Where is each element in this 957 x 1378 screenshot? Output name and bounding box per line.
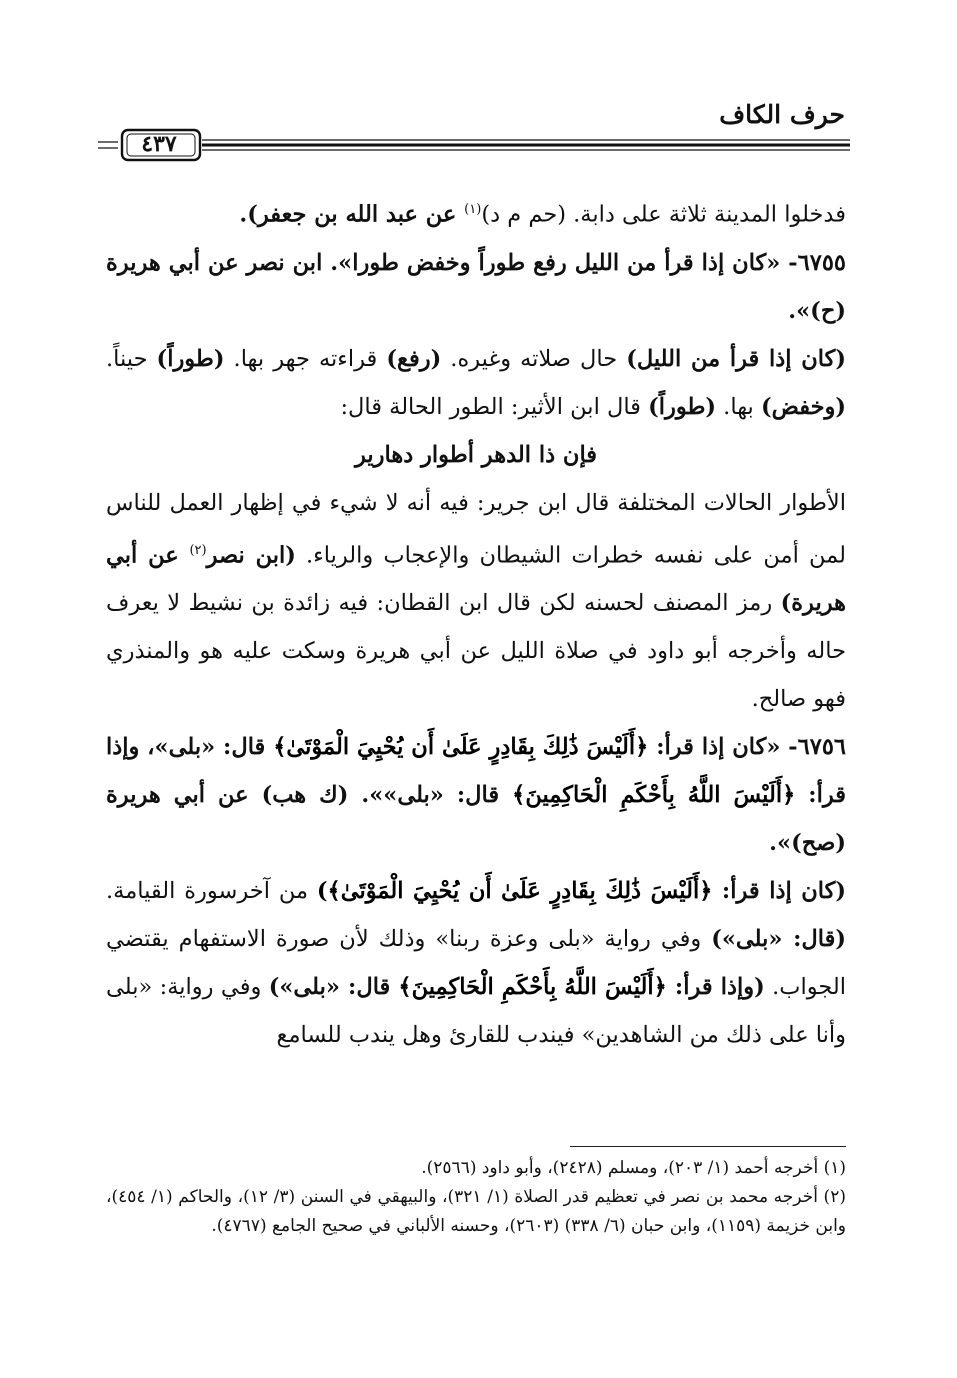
quran-verse: ﴿أَلَيْسَ ذَٰلِكَ بِقَادِرٍ عَلَىٰ أَن يُحْيِيَ الْمَوْتَىٰ﴾): [316, 878, 713, 904]
footnote-separator: [570, 1146, 846, 1147]
footnote-1: (١) أخرجه أحمد (١/ ٢٠٣)، ومسلم (٢٤٢٨)، وأبو داود (٢٥٦٦).: [421, 1158, 846, 1178]
quran-verse: ﴿أَلَيْسَ اللَّهُ بِأَحْكَمِ الْحَاكِمِينَ﴾: [512, 782, 796, 808]
footnote-ref-2: (٢): [189, 542, 207, 558]
chapter-title: حرف الكاف: [719, 100, 845, 129]
paragraph-continuation: فدخلوا المدينة ثلاثة على دابة. (حم م د)$^{(١)}$ عن عبد الله بن جعفر).: [239, 201, 846, 228]
hadith-6755: ٦٧٥٥- «كان إذا قرأ من الليل رفع طوراً وخفض طورا». ابن نصر عن أبي هريرة (ح)».: [106, 249, 846, 324]
footnote-ref-1: (١): [464, 202, 482, 217]
quran-verse: ﴿أَلَيْسَ ذَٰلِكَ بِقَادِرٍ عَلَىٰ أَن يُحْيِيَ الْمَوْتَىٰ﴾: [273, 734, 649, 760]
commentary-6756: (كان إذا قرأ: ﴿أَلَيْسَ ذَٰلِكَ بِقَادِرٍ عَلَىٰ أَن يُحْيِيَ الْمَوْتَىٰ﴾) من آخرسورة القيامة. (قال: «بلى») وفي رواية «بلى وعزة ربنا» وذلك لأن صورة الاستفهام يقتضي الجواب. (وإذا قرأ: ﴿أَلَيْسَ اللَّهُ بِأَحْكَمِ الْحَاكِمِينَ﴾ قال: «بلى») وفي رواية: «بلى وأنا على ذلك من الشاهدين» فيندب للقارئ وهل يندب للسامع: [106, 878, 846, 1048]
footnote-2: (٢) أخرجه محمد بن نصر في تعظيم قدر الصلاة (١/ ٣٢١)، والبيهقي في السنن (٣/ ١٢)، والحاكم (١/ ٤٥٤)، وابن خزيمة (١١٥٩)، وابن حبان (٦/ ٣٣٨) (٢٦٠٣)، وحسنه الألباني في صحيح الجامع (٤٧٦٧).: [106, 1187, 846, 1236]
hadith-6756: ٦٧٥٦- «كان إذا قرأ: ﴿أَلَيْسَ ذَٰلِكَ بِقَادِرٍ عَلَىٰ أَن يُحْيِيَ الْمَوْتَىٰ﴾ قال: «بلى»، وإذا قرأ: ﴿أَلَيْسَ اللَّهُ بِأَحْكَمِ الْحَاكِمِينَ﴾ قال: «بلى»». (ك هب) عن أبي هريرة (صح)».: [106, 734, 846, 856]
commentary-continued: الأطوار الحالات المختلفة قال ابن جرير: فيه أنه لا شيء في إظهار العمل للناس لمن أمن على نفسه خطرات الشيطان والإعجاب والرياء. (ابن نصر$^{(٢)}$ عن أبي هريرة) رمز المصنف لحسنه لكن قال ابن القطان: فيه زائدة بن نشيط لا يعرف حاله وأخرجه أبو داود في صلاة الليل عن أبي هريرة وسكت عليه هو والمنذري فهو صالح.: [106, 489, 846, 712]
page-number: ٤٣٧: [141, 131, 177, 157]
quran-verse: ﴿أَلَيْسَ اللَّهُ بِأَحْكَمِ الْحَاكِمِينَ﴾: [398, 974, 667, 1000]
footnotes: [106, 1154, 846, 1241]
main-text: [106, 186, 846, 1059]
header-rule-ornament: [98, 128, 850, 164]
poetry-verse: فإن ذا الدهر أطوار دهارير: [354, 441, 598, 468]
commentary-6755: (كان إذا قرأ من الليل) حال صلاته وغيره. (رفع) قراءته جهر بها. (طوراً) حيناً. (وخفض) بها. (طوراً) قال ابن الأثير: الطور الحالة قال:: [106, 345, 846, 420]
